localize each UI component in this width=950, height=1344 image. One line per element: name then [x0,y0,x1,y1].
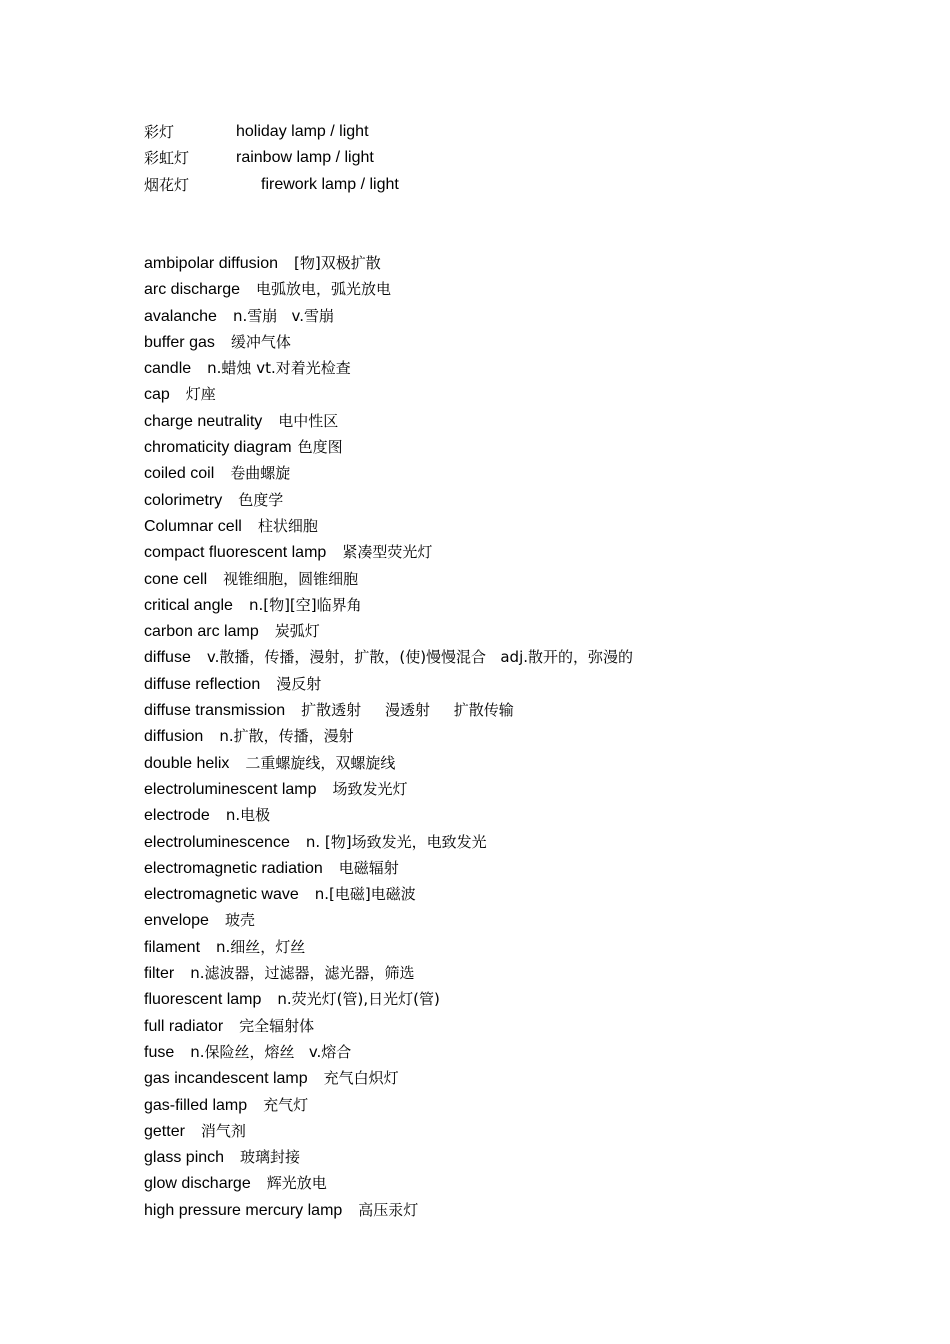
glossary-definition: 场致发光灯 [332,779,408,798]
glossary-term: filter [144,965,175,983]
glossary-entry [144,434,633,460]
glossary-term: filament [144,938,201,956]
glossary-term: cap [144,386,170,404]
glossary-term: carbon arc lamp [144,623,259,641]
glossary-definition: 灯座 [185,385,216,404]
glossary-term: electromagnetic wave [144,886,299,904]
glossary-definition: 高压汞灯 [358,1200,419,1219]
glossary-term: fluorescent lamp [144,991,262,1009]
glossary-definition: 电中性区 [278,411,339,430]
glossary-definition: n.蜡烛 vt.对着光检查 [207,359,351,378]
glossary-term: diffuse [144,649,191,667]
glossary-entry [144,934,633,960]
glossary-definition: 紧凑型荧光灯 [342,543,433,562]
glossary-entry [144,276,633,302]
glossary-term: glass pinch [144,1149,225,1167]
glossary-term: cone cell [144,570,208,588]
glossary-entry [144,355,633,381]
glossary-definition: 充气白炽灯 [323,1069,399,1088]
glossary-term: colorimetry [144,491,223,509]
glossary-definition: 柱状细胞 [257,516,318,535]
glossary-entry [144,303,633,329]
glossary-entry [144,618,633,644]
glossary-definition: n.雪崩 v.雪崩 [232,306,335,325]
glossary-entry [144,776,633,802]
glossary-definition: 色度学 [238,490,284,509]
glossary-entry [144,408,633,434]
glossary-entry [144,1144,633,1170]
glossary-entry [144,592,633,618]
glossary-definition: n.滤波器，过滤器，滤光器，筛选 [190,964,415,983]
glossary-term: diffusion [144,728,204,746]
glossary-entry [144,750,633,776]
glossary-term: envelope [144,912,209,930]
glossary-term: double helix [144,754,230,772]
glossary-entry [144,907,633,933]
glossary-entry [144,855,633,881]
glossary-entry [144,1118,633,1144]
glossary-term: coiled coil [144,465,215,483]
glossary-entry [144,329,633,355]
glossary-definition: 视锥细胞，圆锥细胞 [223,569,359,588]
glossary-entry [144,1013,633,1039]
glossary-definition: 缓冲气体 [230,332,291,351]
glossary-entry [144,460,633,486]
glossary-entry [144,829,633,855]
glossary-entry [144,1197,633,1223]
glossary-entry [144,381,633,407]
glossary-entry [144,250,633,276]
glossary-definition: n.扩散，传播，漫射 [219,727,354,746]
glossary-definition: 漫反射 [276,674,322,693]
glossary-entry [144,1092,633,1118]
glossary-entry [144,960,633,986]
glossary-definition: n.荧光灯(管),日光灯(管) [277,990,440,1009]
glossary-definition: 二重螺旋线，双螺旋线 [245,753,396,772]
glossary-definition: n. [物]场致发光，电致发光 [305,832,487,851]
glossary-term: diffuse reflection [144,675,261,693]
lamp-term-english: holiday lamp / light [236,123,369,140]
glossary-term: critical angle [144,596,233,614]
glossary-entry [144,986,633,1012]
glossary-definition: 辉光放电 [266,1174,327,1193]
glossary-term: ambipolar diffusion [144,255,279,272]
glossary-list [144,250,633,1223]
glossary-term: electrode [144,807,210,825]
glossary-term: electroluminescence [144,833,290,851]
glossary-entry [144,487,633,513]
lamp-term-chinese: 彩灯 [144,123,175,141]
glossary-definition: n.细丝，灯丝 [216,937,306,956]
glossary-entry [144,539,633,565]
glossary-term: gas-filled lamp [144,1096,248,1114]
glossary-definition: n.[物][空]临界角 [248,595,362,614]
glossary-definition: 玻壳 [224,911,255,930]
glossary-definition: n.保险丝，熔丝 v.熔合 [190,1042,352,1061]
lamp-term-english: rainbow lamp / light [236,149,374,167]
glossary-entry [144,697,633,723]
glossary-definition: [物]双极扩散 [294,254,381,272]
glossary-term: arc discharge [144,281,241,299]
glossary-definition: 玻璃封接 [240,1148,301,1167]
glossary-term: gas incandescent lamp [144,1070,308,1088]
glossary-definition: 消气剂 [200,1121,246,1140]
glossary-term: high pressure mercury lamp [144,1201,343,1219]
lamp-term-chinese: 烟花灯 [144,175,190,194]
glossary-entry [144,881,633,907]
glossary-entry [144,1065,633,1091]
glossary-definition: 充气灯 [263,1095,309,1114]
glossary-term: getter [144,1122,185,1140]
glossary-definition: 炭弧灯 [274,622,320,641]
glossary-definition: 完全辐射体 [239,1016,315,1035]
glossary-term: glow discharge [144,1175,251,1193]
glossary-entry [144,1170,633,1196]
glossary-entry [144,1039,633,1065]
glossary-definition: v.散播，传播，漫射，扩散，(使)慢慢混合 adj.散开的，弥漫的 [206,648,633,667]
glossary-term: fuse [144,1043,175,1061]
lamp-term-chinese: 彩虹灯 [144,149,190,168]
glossary-definition: n.电极 [225,806,271,825]
glossary-definition: 卷曲螺旋 [230,464,291,483]
glossary-entry [144,644,633,670]
glossary-entry [144,671,633,697]
glossary-term: avalanche [144,307,217,325]
glossary-term: candle [144,360,192,378]
glossary-entry [144,513,633,539]
glossary-term: diffuse transmission [144,702,286,720]
glossary-term: full radiator [144,1017,224,1035]
glossary-definition: 扩散透射 漫透射 扩散传输 [301,701,514,720]
glossary-term: electromagnetic radiation [144,859,323,877]
glossary-term: buffer gas [144,333,215,351]
glossary-entry [144,566,633,592]
glossary-definition: 电磁辐射 [338,858,399,877]
glossary-entry [144,723,633,749]
glossary-definition: n.[电磁]电磁波 [314,885,416,904]
glossary-term: chromaticity diagram [144,439,292,457]
glossary-definition: 色度图 [297,438,343,457]
glossary-term: compact fluorescent lamp [144,544,327,562]
glossary-term: Columnar cell [144,517,242,535]
glossary-entry [144,802,633,828]
lamp-term-english: firework lamp / light [261,175,399,193]
glossary-term: charge neutrality [144,412,263,430]
glossary-term: electroluminescent lamp [144,780,317,798]
glossary-definition: 电弧放电，弧光放电 [256,280,392,299]
